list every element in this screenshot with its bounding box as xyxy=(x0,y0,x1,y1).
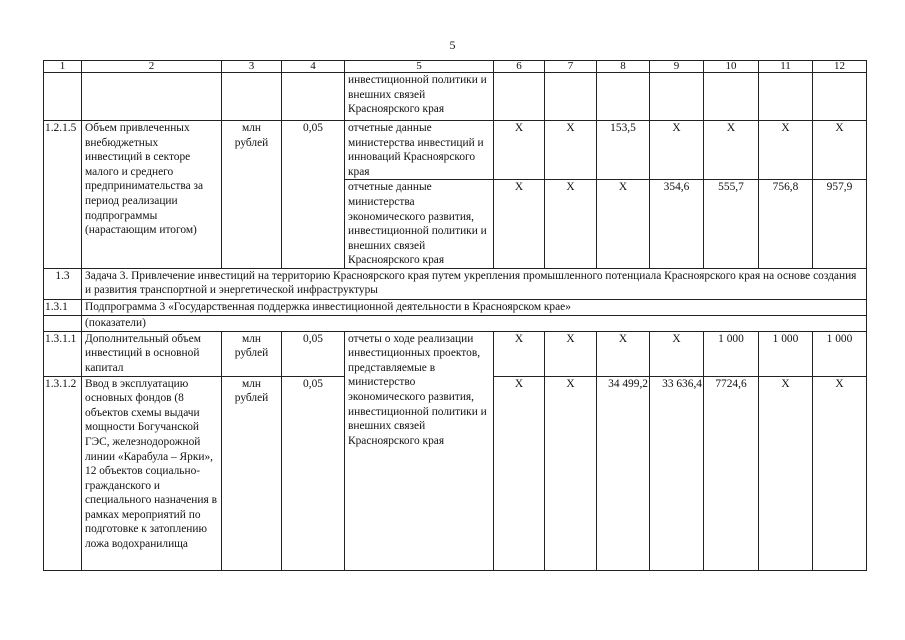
subprogram-heading: Подпрограмма 3 «Государственная поддержка инвестиционной деятельности в Красноярском крае» xyxy=(82,299,867,315)
row-number: 1.3 xyxy=(44,268,82,299)
row-number: 1.3.1.2 xyxy=(44,376,82,570)
header-cell: 5 xyxy=(345,61,494,73)
value-cell: Х xyxy=(759,121,813,180)
indicator-name: Объем привлеченных внебюджетных инвестиций в секторе малого и среднего предпринимательства за период реализации подпрограммы (нарастающим итогом) xyxy=(82,121,222,269)
page-number: 5 xyxy=(449,38,456,52)
value-cell: Х xyxy=(545,180,597,269)
value-cell: Х xyxy=(650,121,704,180)
value-cell: 33 636,4 xyxy=(650,376,704,570)
header-cell: 10 xyxy=(704,61,759,73)
source-cell: отчетные данные министерства экономического развития, инвестиционной политики и внешних связей Красноярского края xyxy=(345,180,494,269)
header-cell: 4 xyxy=(282,61,345,73)
value-cell: Х xyxy=(813,121,867,180)
table-row xyxy=(44,73,867,121)
value-cell: 354,6 xyxy=(650,180,704,269)
value-cell: Х xyxy=(545,121,597,180)
value-cell: 957,9 xyxy=(813,180,867,269)
value-cell: 7724,6 xyxy=(704,376,759,570)
value-cell: Х xyxy=(704,121,759,180)
value-cell: 34 499,2 xyxy=(597,376,650,570)
source-cell: отчеты о ходе реализации инвестиционных проектов, представляемые в министерство экономического развития, инвестиционной политики и внешних связей Красноярского края xyxy=(345,331,494,570)
row-number: 1.3.1 xyxy=(44,299,82,315)
value-cell: Х xyxy=(545,331,597,376)
table-row xyxy=(44,331,867,376)
value-cell: Х xyxy=(494,121,545,180)
header-row xyxy=(44,61,867,73)
value-cell: 756,8 xyxy=(759,180,813,269)
header-cell: 11 xyxy=(759,61,813,73)
table-row xyxy=(44,121,867,180)
unit-cell: млн рублей xyxy=(222,331,282,376)
table-row xyxy=(44,268,867,299)
value-cell: Х xyxy=(494,180,545,269)
value-cell: Х xyxy=(494,331,545,376)
row-number: 1.2.1.5 xyxy=(44,121,82,269)
value-cell: Х xyxy=(650,331,704,376)
header-cell: 1 xyxy=(44,61,82,73)
header-cell: 3 xyxy=(222,61,282,73)
header-cell: 6 xyxy=(494,61,545,73)
value-cell: Х xyxy=(494,376,545,570)
value-cell: Х xyxy=(759,376,813,570)
row-number: 1.3.1.1 xyxy=(44,331,82,376)
task-heading: Задача 3. Привлечение инвестиций на территорию Красноярского края путем укрепления промышленного потенциала Красноярского края на основе создания и развития транспортной и энергетической инфраструктуры xyxy=(82,268,867,299)
value-cell: 555,7 xyxy=(704,180,759,269)
weight-cell: 0,05 xyxy=(282,376,345,570)
header-cell: 2 xyxy=(82,61,222,73)
value-cell: 1 000 xyxy=(759,331,813,376)
source-cell: инвестиционной политики и внешних связей Красноярского края xyxy=(345,73,494,121)
value-cell: 1 000 xyxy=(813,331,867,376)
unit-cell: млн рублей xyxy=(222,376,282,570)
indicator-name: Ввод в эксплуатацию основных фондов (8 объектов схемы выдачи мощности Богучанской ГЭС, железнодорожной линии «Карабула – Ярки», 12 объектов социально-гражданского и специального назначения в рамках мероприятий по подготовке к затоплению ложа водохранилища xyxy=(82,376,222,570)
value-cell: Х xyxy=(545,376,597,570)
header-cell: 7 xyxy=(545,61,597,73)
value-cell: 153,5 xyxy=(597,121,650,180)
indicator-name: Дополнительный объем инвестиций в основной капитал xyxy=(82,331,222,376)
value-cell: Х xyxy=(597,331,650,376)
header-cell: 8 xyxy=(597,61,650,73)
unit-cell: млн рублей xyxy=(222,121,282,269)
value-cell: Х xyxy=(813,376,867,570)
indicators-label: (показатели) xyxy=(82,315,867,331)
header-cell: 9 xyxy=(650,61,704,73)
indicators-table xyxy=(43,60,867,571)
table-row xyxy=(44,299,867,315)
source-cell: отчетные данные министерства инвестиций и инноваций Красноярского края xyxy=(345,121,494,180)
weight-cell: 0,05 xyxy=(282,331,345,376)
value-cell: 1 000 xyxy=(704,331,759,376)
value-cell: Х xyxy=(597,180,650,269)
table-row xyxy=(44,315,867,331)
weight-cell: 0,05 xyxy=(282,121,345,269)
header-cell: 12 xyxy=(813,61,867,73)
